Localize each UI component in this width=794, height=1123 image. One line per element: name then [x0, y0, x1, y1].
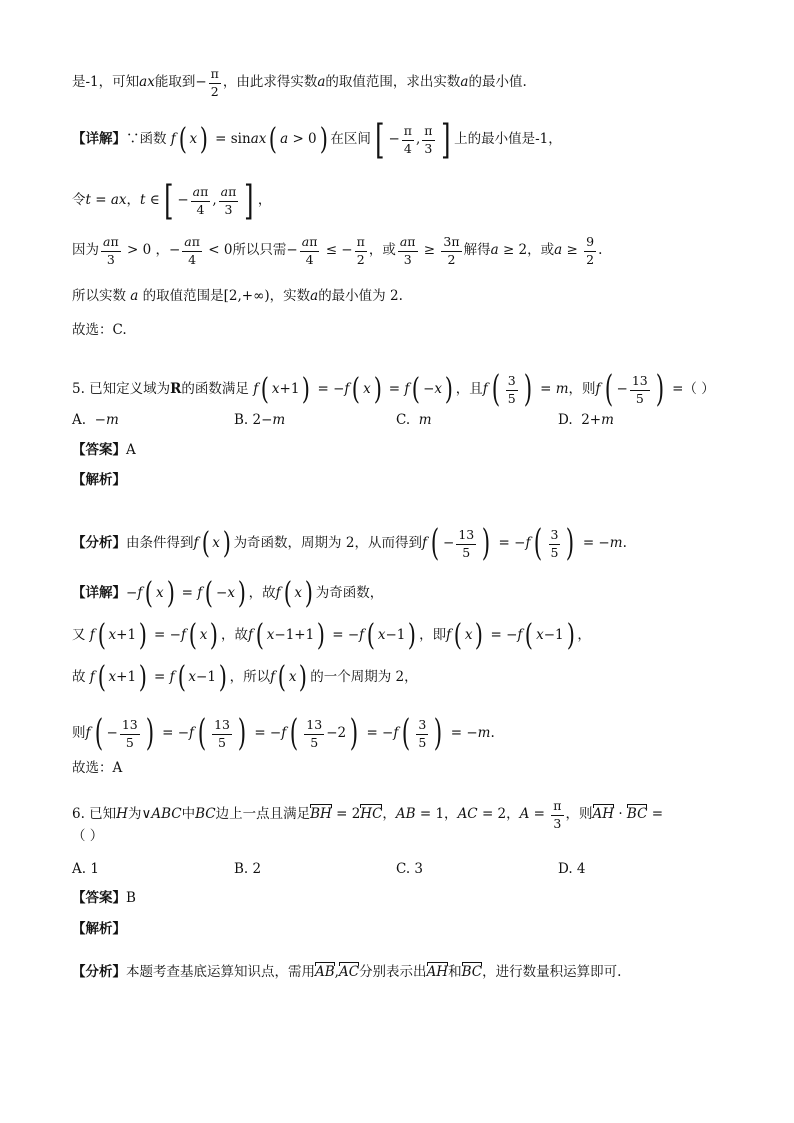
math: ( — [255, 618, 265, 653]
math: a — [317, 74, 326, 91]
math: −2 — [326, 725, 347, 742]
math: ) — [566, 523, 575, 564]
math: f — [169, 669, 175, 686]
math: −1+1 — [274, 627, 315, 644]
option-d[interactable]: D. 2+m — [558, 412, 614, 428]
math: f — [404, 381, 410, 398]
math: , — [212, 192, 217, 209]
math: AC — [457, 806, 478, 823]
text: ，进行数量积运算即可. — [482, 964, 622, 980]
question-6-jiexi — [72, 923, 734, 937]
math: x — [536, 627, 544, 644]
math: ≥ — [562, 242, 583, 259]
math: +1 — [116, 669, 137, 686]
math: a — [126, 288, 143, 304]
math: − — [106, 725, 118, 742]
math: ) — [316, 618, 326, 653]
math: ) — [349, 713, 359, 754]
option-a[interactable]: A. −m — [72, 412, 119, 428]
math: > 0 ，− — [122, 242, 181, 259]
math: − — [616, 381, 628, 398]
text: 分别表示出 — [359, 964, 427, 980]
math: ( — [145, 576, 154, 611]
math: x — [294, 585, 302, 602]
text: 能取到 — [154, 74, 196, 91]
math: f — [595, 381, 601, 398]
question-6-analysis — [72, 966, 734, 980]
math: m — [609, 535, 623, 552]
math: f — [446, 627, 452, 644]
text: ，即 — [419, 627, 447, 644]
math: − — [177, 192, 189, 209]
math: ) — [166, 576, 175, 611]
math: −1 — [543, 627, 564, 644]
text: ， — [577, 627, 591, 644]
answer-blank: （ ） — [683, 381, 715, 398]
math: ( — [97, 618, 106, 653]
text: 的取值范围是 — [142, 288, 224, 304]
math: [ — [374, 117, 385, 163]
math: , — [334, 964, 339, 980]
math: = — [177, 585, 198, 602]
math: ≥ — [419, 242, 440, 259]
text: 故 — [72, 669, 86, 686]
math: − — [195, 74, 207, 91]
option-label: C. — [396, 412, 411, 428]
text: 在区间 — [330, 131, 371, 148]
math: ( — [352, 372, 361, 407]
text: ∵函数 — [126, 131, 167, 148]
text-line-3 — [72, 178, 734, 224]
math: a — [280, 131, 289, 148]
text: 又 — [72, 627, 86, 644]
math: ax — [110, 192, 127, 209]
math: ) — [373, 372, 382, 407]
math: t — [140, 192, 146, 209]
vector: AB — [315, 964, 335, 980]
math: +1 — [116, 627, 137, 644]
section-tag: 【答案】 — [72, 442, 126, 458]
math: = sin — [210, 131, 251, 148]
text: ，实数 — [269, 288, 311, 304]
math: ( — [197, 713, 207, 754]
math: f — [189, 725, 195, 742]
math: ) — [434, 713, 443, 754]
text: 的取值范围，求出实数 — [325, 74, 461, 91]
section-tag: 【答案】 — [72, 890, 126, 906]
fraction: $\frac{13}{5}$ — [631, 373, 648, 406]
math: ABC — [151, 806, 182, 823]
math: ， — [382, 806, 396, 823]
math: ( — [290, 713, 299, 754]
math: AB — [395, 806, 416, 823]
text: 故选：A — [72, 760, 123, 776]
text: 的最小值为 2. — [318, 288, 403, 304]
text: ，故 — [221, 627, 249, 644]
text: 的最小值. — [468, 74, 527, 91]
math: [2,+∞) — [223, 288, 270, 304]
math: x — [212, 535, 220, 552]
text: 6. 已知 — [72, 806, 117, 823]
text: 解得 — [463, 242, 491, 259]
option-label: A. — [72, 412, 87, 428]
text: 边上一点且满足 — [215, 806, 311, 823]
math: f — [85, 627, 95, 644]
math: = — [647, 806, 664, 823]
math: f — [248, 381, 259, 398]
text: ，或 — [368, 242, 396, 259]
math: = − — [313, 381, 345, 398]
vector: AH — [592, 806, 615, 823]
math: = − — [157, 725, 190, 742]
math: x — [108, 669, 117, 686]
math: ax — [250, 131, 267, 148]
math: ( — [94, 713, 103, 754]
question-6-stem — [72, 800, 734, 830]
math: ] — [244, 178, 254, 224]
math: f — [517, 627, 523, 644]
vector: BC — [626, 806, 648, 823]
vector: AH — [426, 964, 449, 980]
question-5-stem — [72, 369, 734, 410]
math: a — [490, 242, 499, 259]
math: x — [188, 669, 197, 686]
fraction: $\frac{a\pi}{3}$ — [220, 184, 237, 217]
math: = 2 — [331, 806, 361, 823]
math: < 0 — [203, 242, 233, 259]
math: ( — [201, 526, 210, 561]
option-b[interactable]: B. 2 — [234, 861, 262, 877]
question-5-jiexi — [72, 474, 734, 488]
math: ) — [299, 660, 308, 695]
math: − — [423, 381, 435, 398]
math: ) — [222, 526, 231, 561]
math: ( — [177, 660, 186, 695]
math: ) — [302, 372, 311, 407]
math: − — [286, 242, 298, 259]
text-line-1 — [72, 68, 734, 98]
text: ，则 — [568, 381, 596, 398]
math: f — [525, 535, 531, 552]
math: f — [281, 725, 287, 742]
math: f — [248, 627, 254, 644]
fraction: $\frac{a\pi}{4}$ — [192, 184, 209, 217]
math: a — [310, 288, 319, 304]
math: f — [137, 585, 143, 602]
question-5-analysis — [72, 523, 734, 564]
math: f — [270, 669, 276, 686]
vector: BH — [310, 806, 332, 823]
fraction: $\frac{\pi}{4}$ — [403, 123, 412, 156]
text: 是-1，可知 — [72, 74, 140, 91]
math: ≥ 2 — [498, 242, 528, 259]
fraction: $\frac{\pi}{2}$ — [356, 234, 365, 267]
math: ) — [138, 618, 148, 653]
math: A — [519, 806, 530, 823]
text-line-4 — [72, 236, 734, 266]
math: = — [667, 381, 684, 398]
math: t — [85, 192, 91, 209]
text: 的一个周期为 2， — [310, 669, 418, 686]
math: = 1， — [415, 806, 458, 823]
math: ) — [655, 369, 665, 410]
text-line-6 — [72, 324, 734, 338]
math: f — [166, 131, 176, 148]
math: = — [149, 669, 170, 686]
math: − — [388, 131, 400, 148]
text: ，或 — [527, 242, 555, 259]
math: ( — [412, 372, 421, 407]
math: x — [227, 585, 235, 602]
text: ，所以 — [229, 669, 271, 686]
math: = − — [250, 725, 282, 742]
math: ( — [366, 618, 376, 653]
math: f — [180, 627, 186, 644]
math: ( — [188, 618, 197, 653]
option-label: B. — [234, 412, 249, 428]
fraction: $\frac{13}{5}$ — [306, 717, 323, 750]
math: ( — [402, 713, 411, 754]
fraction: $\frac{3}{5}$ — [507, 373, 516, 406]
math: ax — [139, 74, 155, 91]
math: [ — [163, 178, 174, 224]
math: BC — [195, 806, 216, 823]
question-5-select — [72, 762, 734, 776]
math: ) — [237, 713, 247, 754]
section-tag: 【分析】 — [72, 535, 126, 552]
math: f — [482, 381, 488, 398]
question-5-detail-2 — [72, 618, 734, 653]
vector: AC — [338, 964, 360, 980]
text: ，故 — [248, 585, 276, 602]
math: = — [90, 192, 111, 209]
math: f — [85, 669, 95, 686]
math: ( — [269, 122, 278, 157]
math: = — [384, 381, 405, 398]
fraction: $\frac{a\pi}{3}$ — [103, 234, 119, 267]
text: 为 — [127, 806, 142, 823]
math: x — [271, 381, 280, 398]
section-tag: 【解析】 — [72, 921, 126, 937]
math: −1 — [385, 627, 406, 644]
text: 上的最小值是-1， — [454, 131, 562, 148]
math: f — [193, 535, 199, 552]
math: x — [189, 131, 198, 148]
fraction: $\frac{\pi}{3}$ — [553, 798, 562, 831]
math: . — [490, 725, 495, 742]
math: ) — [482, 523, 491, 564]
text: 为奇函数，周期为 2，从而得到 — [233, 535, 422, 552]
math: ) — [304, 576, 313, 611]
math: f — [85, 725, 91, 742]
math: a — [460, 74, 469, 91]
math: ) — [566, 618, 575, 653]
math: . — [598, 242, 603, 259]
text: 的函数满足 — [181, 381, 249, 398]
math: x — [156, 585, 164, 602]
math: ( — [430, 523, 440, 564]
math: ] — [440, 117, 451, 163]
text: ，由此求得实数 — [222, 74, 318, 91]
math: ( — [604, 369, 613, 410]
math: ( — [491, 369, 500, 410]
math: ≤ − — [321, 242, 353, 259]
math: ) — [210, 618, 219, 653]
option-d[interactable]: D. 4 — [558, 861, 586, 877]
question-5-answer — [72, 444, 734, 458]
math: R — [170, 381, 182, 398]
math: ) — [408, 618, 417, 653]
math: x — [199, 627, 208, 644]
math: = − — [327, 627, 360, 644]
math: m — [477, 725, 491, 742]
text: ，且 — [455, 381, 483, 398]
math: = − — [362, 725, 394, 742]
math: ( — [534, 523, 543, 564]
math: = − — [494, 535, 526, 552]
math: ( — [277, 660, 287, 695]
math: m — [555, 381, 569, 398]
math: ∨ — [141, 806, 152, 823]
text: 因为 — [72, 242, 99, 259]
math: ( — [283, 576, 292, 611]
math: ) — [218, 660, 227, 695]
option-b[interactable]: B. 2−m — [234, 412, 286, 428]
math: ) — [523, 369, 532, 410]
question-5-detail-4 — [72, 713, 734, 754]
section-tag: 【详解】 — [72, 131, 126, 148]
text: 由条件得到 — [126, 535, 194, 552]
math: ( — [453, 618, 463, 653]
text: 令 — [72, 192, 86, 209]
text: 本题考查基底运算知识点，需用 — [126, 964, 315, 980]
vector: BC — [461, 964, 483, 980]
math: = 2， — [477, 806, 520, 823]
fraction: $\frac{a\pi}{4}$ — [301, 234, 318, 267]
text: 故选：C. — [72, 322, 127, 338]
math: x — [377, 627, 386, 644]
text: 为奇函数， — [315, 585, 384, 602]
math: ) — [444, 372, 453, 407]
text: 所以实数 — [72, 288, 126, 304]
text: 则 — [72, 725, 86, 742]
question-6-answer — [72, 892, 734, 906]
math: x — [266, 627, 275, 644]
math: x — [434, 381, 443, 398]
math: f — [344, 381, 350, 398]
option-a[interactable]: A. 1 — [72, 861, 99, 877]
math: − — [216, 585, 228, 602]
math: ( — [525, 618, 534, 653]
text: ，则 — [565, 806, 593, 823]
math: ( — [178, 122, 187, 157]
math: · — [614, 806, 627, 823]
math: ) — [475, 618, 484, 653]
math: x — [108, 627, 117, 644]
math: a — [554, 242, 563, 259]
section-tag: 【详解】 — [72, 585, 126, 602]
fraction: $\frac{13}{5}$ — [121, 717, 138, 750]
math: x — [464, 627, 473, 644]
question-5-detail-1 — [72, 576, 734, 611]
text: ， — [257, 192, 272, 209]
option-c[interactable]: C. 3 — [396, 861, 424, 877]
math: f — [393, 725, 399, 742]
math: ) — [199, 122, 209, 157]
fraction: $\frac{3}{5}$ — [550, 527, 559, 560]
text-line-2 — [72, 117, 734, 163]
text: 和 — [448, 964, 462, 980]
math: ， — [126, 192, 141, 209]
math: x — [288, 669, 297, 686]
question-5-detail-3 — [72, 660, 734, 695]
math: ) — [138, 660, 148, 695]
math: − — [443, 535, 455, 552]
math: +1 — [279, 381, 300, 398]
math: = — [535, 381, 556, 398]
math: ( — [260, 372, 270, 407]
section-tag: 【分析】 — [72, 964, 126, 980]
math: − — [126, 585, 138, 602]
math: ( — [205, 576, 214, 611]
text: 所以只需 — [232, 242, 287, 259]
math: H — [116, 806, 128, 823]
math: f — [275, 585, 281, 602]
math: = − — [486, 627, 518, 644]
math: = − — [149, 627, 181, 644]
math: x — [363, 381, 371, 398]
section-tag: 【解析】 — [72, 472, 126, 488]
fraction: $\frac{a\pi}{4}$ — [184, 234, 200, 267]
question-6-blank — [72, 830, 734, 844]
fraction: $\frac{a\pi}{3}$ — [399, 234, 416, 267]
fraction: $\frac{13}{5}$ — [458, 527, 475, 560]
math: = − — [446, 725, 478, 742]
fraction: $\frac{13}{5}$ — [214, 717, 230, 750]
fraction: $\frac{3}{5}$ — [418, 717, 427, 750]
math: , — [416, 131, 421, 148]
option-label: D. — [558, 412, 573, 428]
math: . — [622, 535, 627, 552]
text-line-5 — [72, 290, 734, 304]
math: ) — [237, 576, 246, 611]
math: = − — [578, 535, 610, 552]
answer-value: A — [126, 442, 136, 458]
fraction: $\frac{9}{2}$ — [586, 234, 595, 267]
text: 5. 已知定义域为 — [72, 381, 171, 398]
option-c[interactable]: C. m — [396, 412, 432, 428]
math: ∈ — [145, 192, 160, 209]
math: ) — [319, 122, 328, 157]
answer-value: B — [126, 890, 136, 906]
math: f — [359, 627, 365, 644]
text: 中 — [181, 806, 196, 823]
math: ) — [145, 713, 155, 754]
fraction: $\frac{\pi}{3}$ — [424, 123, 433, 156]
fraction: $\frac{\pi}{2}$ — [210, 66, 219, 99]
math: −1 — [196, 669, 216, 686]
math: > 0 — [288, 131, 317, 148]
math: ( — [97, 660, 106, 695]
fraction: $\frac{3\pi}{2}$ — [443, 234, 460, 267]
vector: HC — [360, 806, 383, 823]
math: f — [197, 585, 203, 602]
math: = — [529, 806, 550, 823]
answer-blank: （ ） — [72, 828, 104, 844]
math: f — [421, 535, 427, 552]
